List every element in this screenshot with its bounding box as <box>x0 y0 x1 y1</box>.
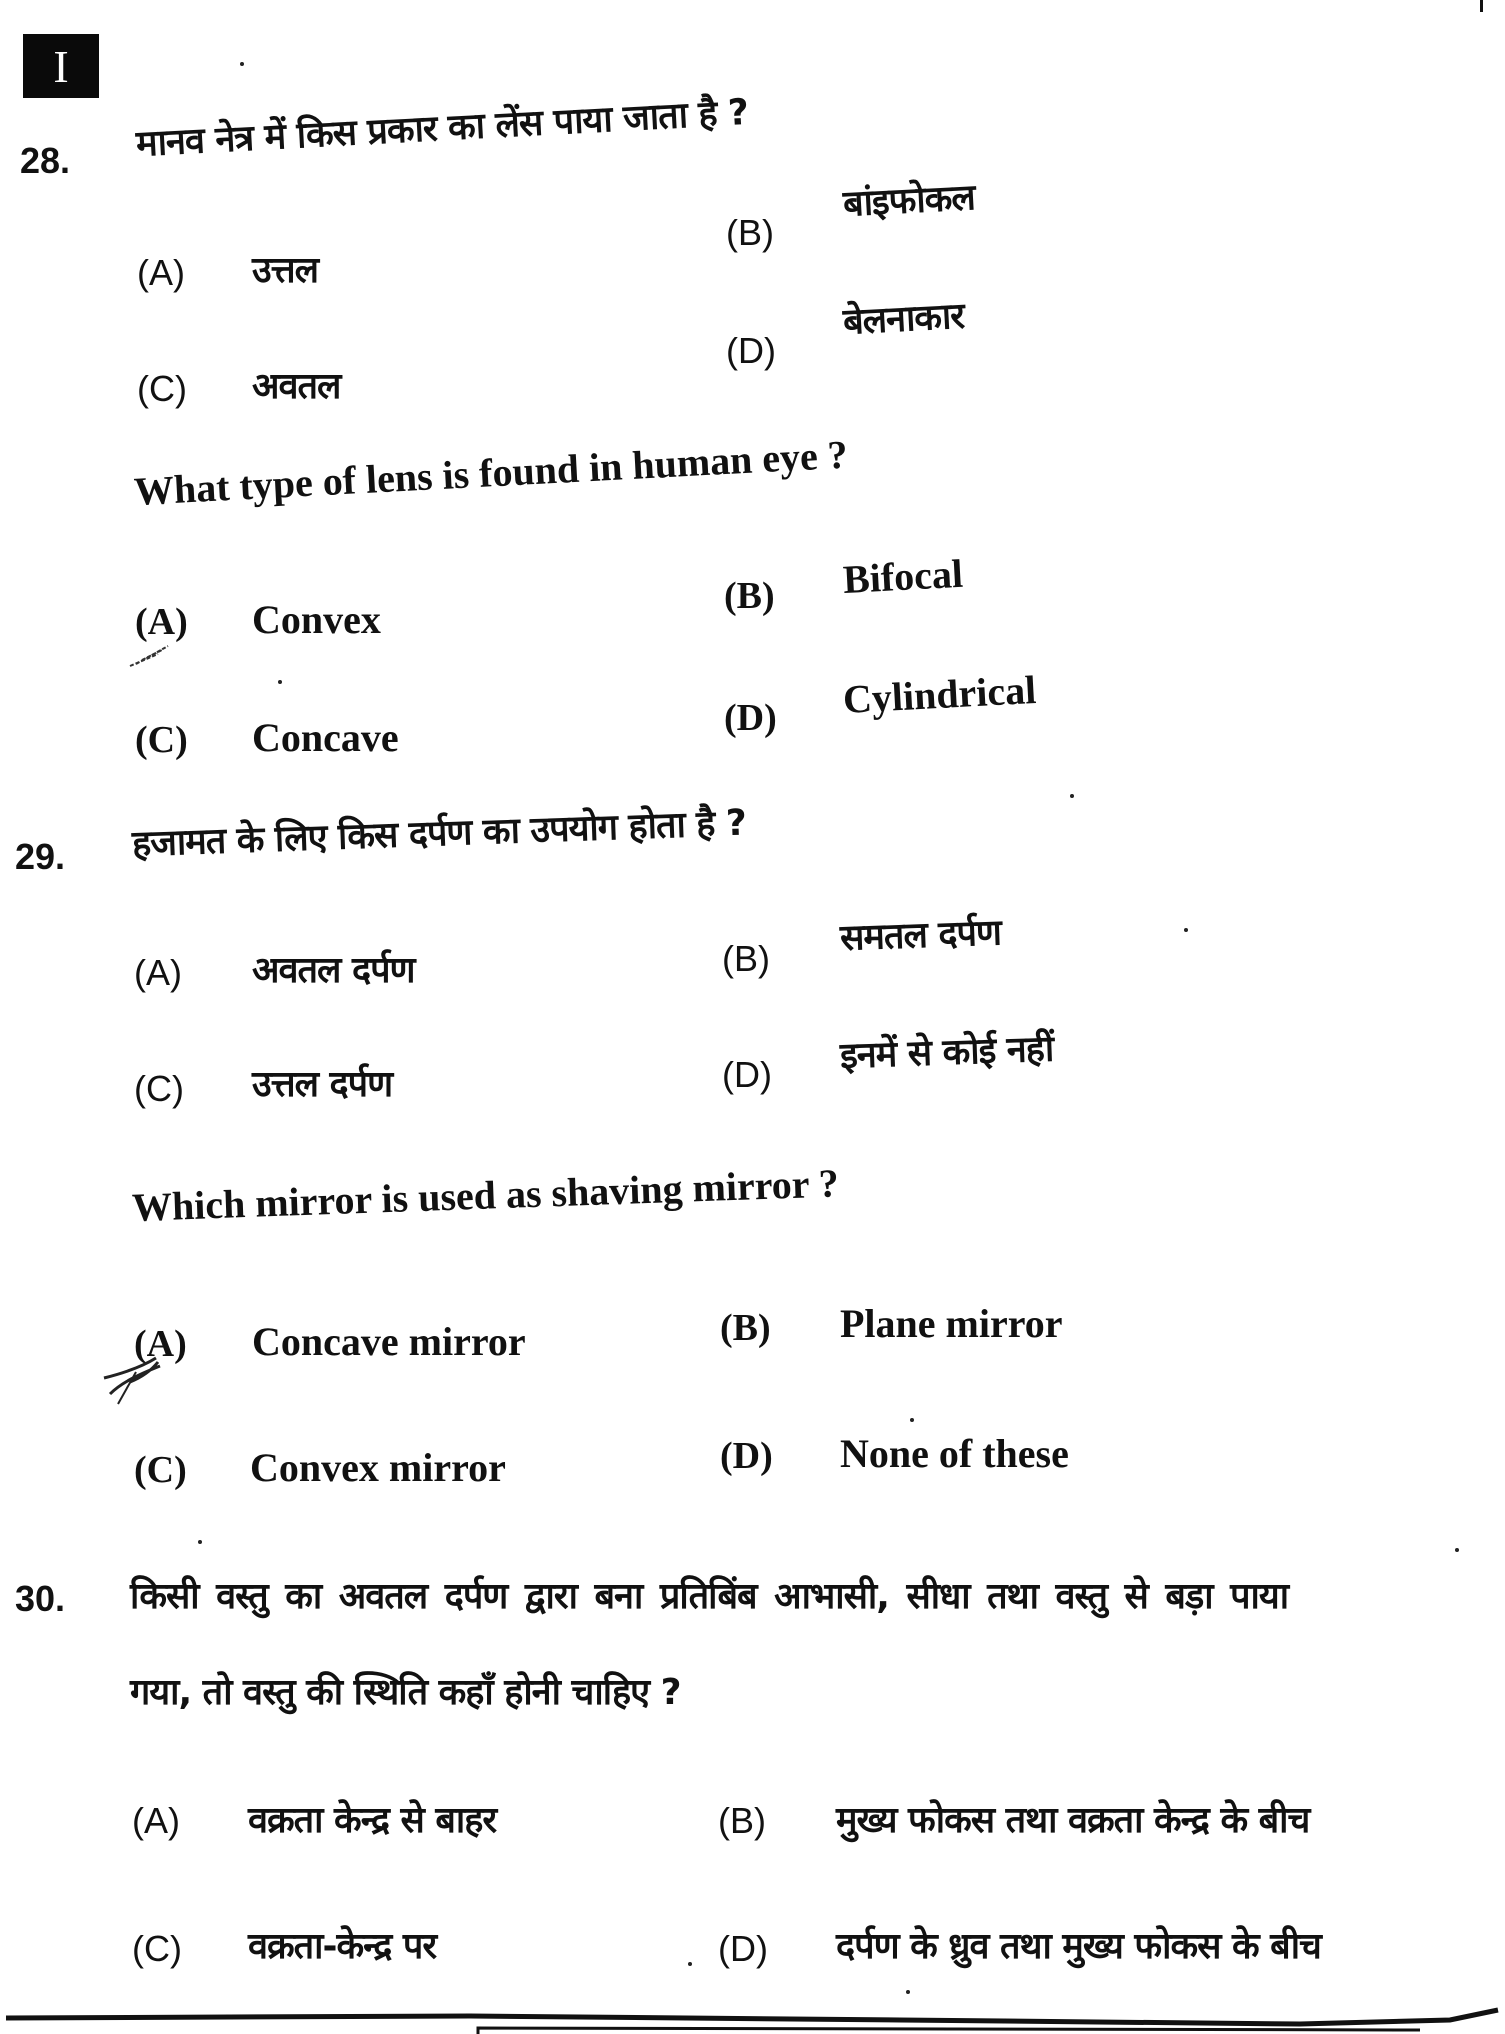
option-label: (B) <box>718 1800 766 1841</box>
option-text: मुख्य फोकस तथा वक्रता केन्द्र के बीच <box>836 1800 1310 1841</box>
scan-speck <box>1184 928 1188 932</box>
option-text: Concave <box>252 715 399 760</box>
option-text: Convex mirror <box>250 1445 506 1490</box>
question-number: 29. <box>15 836 66 877</box>
option-text: None of these <box>840 1431 1069 1476</box>
option-text: उत्तल दर्पण <box>252 1064 393 1105</box>
option-label: (C) <box>132 1928 182 1969</box>
option-text: दर्पण के ध्रुव तथा मुख्य फोकस के बीच <box>836 1926 1321 1967</box>
option-label: (D) <box>720 1435 773 1477</box>
option-label: (B) <box>726 212 774 253</box>
scan-speck <box>688 1962 692 1966</box>
option-text: अवतल <box>252 366 341 407</box>
option-text: इनमें से कोई नहीं <box>839 1028 1054 1077</box>
option-label: (C) <box>137 368 187 409</box>
option-text: वक्रता-केन्द्र पर <box>248 1926 437 1967</box>
option-label: (B) <box>724 575 775 617</box>
page-bottom-rule <box>0 2006 1505 2034</box>
scan-speck <box>1070 794 1074 798</box>
option-label: (D) <box>726 330 776 371</box>
option-label: (D) <box>724 697 777 739</box>
option-label: (D) <box>718 1928 768 1969</box>
option-text: बेलनाकार <box>842 295 965 343</box>
option-text: Cylindrical <box>841 666 1038 722</box>
option-text: Bifocal <box>841 550 964 602</box>
option-text: अवतल दर्पण <box>252 950 415 991</box>
option-text: Convex <box>252 597 381 642</box>
option-text: वक्रता केन्द्र से बाहर <box>248 1800 497 1841</box>
section-label-box <box>23 34 99 98</box>
pen-tick-icon <box>128 640 178 670</box>
option-label: (A) <box>137 252 185 293</box>
option-label: (A) <box>134 1323 187 1365</box>
option-text: समतल दर्पण <box>839 912 1002 959</box>
option-label: (A) <box>135 601 188 643</box>
option-label: (C) <box>135 719 188 761</box>
scan-speck <box>910 1418 914 1422</box>
question-text-hindi: हजामत के लिए किस दर्पण का उपयोग होता है ? <box>131 802 747 865</box>
pen-tick-icon <box>100 1352 180 1412</box>
option-text: Concave mirror <box>252 1319 526 1364</box>
scan-speck <box>906 1990 910 1994</box>
option-text: Plane mirror <box>840 1301 1063 1346</box>
question-text-hindi: मानव नेत्र में किस प्रकार का लेंस पाया जाता है ? <box>135 91 749 165</box>
question-text-hindi-line1: किसी वस्तु का अवतल दर्पण द्वारा बना प्रतिबिंब आभासी, सीधा तथा वस्तु से बड़ा पाया <box>130 1576 1289 1617</box>
scan-speck <box>1455 1548 1459 1552</box>
option-label: (B) <box>722 938 770 979</box>
option-label: (C) <box>134 1449 187 1491</box>
option-label: (C) <box>134 1068 184 1109</box>
question-number: 28. <box>20 140 71 181</box>
option-text: बांइफोकल <box>842 177 976 225</box>
question-text-english: What type of lens is found in human eye ? <box>132 431 849 514</box>
option-label: (D) <box>722 1054 772 1095</box>
question-text-english: Which mirror is used as shaving mirror ? <box>131 1160 840 1230</box>
option-label: (A) <box>132 1800 180 1841</box>
option-text: उत्तल <box>252 250 319 291</box>
scan-speck <box>198 1540 202 1544</box>
scan-mark <box>1480 0 1483 12</box>
scan-speck <box>278 680 282 684</box>
option-label: (A) <box>134 952 182 993</box>
question-number: 30. <box>15 1578 66 1619</box>
scan-speck <box>240 62 244 66</box>
option-label: (B) <box>720 1307 771 1349</box>
question-text-hindi-line2: गया, तो वस्तु की स्थिति कहाँ होनी चाहिए ? <box>130 1672 681 1713</box>
section-label: I <box>53 40 69 92</box>
